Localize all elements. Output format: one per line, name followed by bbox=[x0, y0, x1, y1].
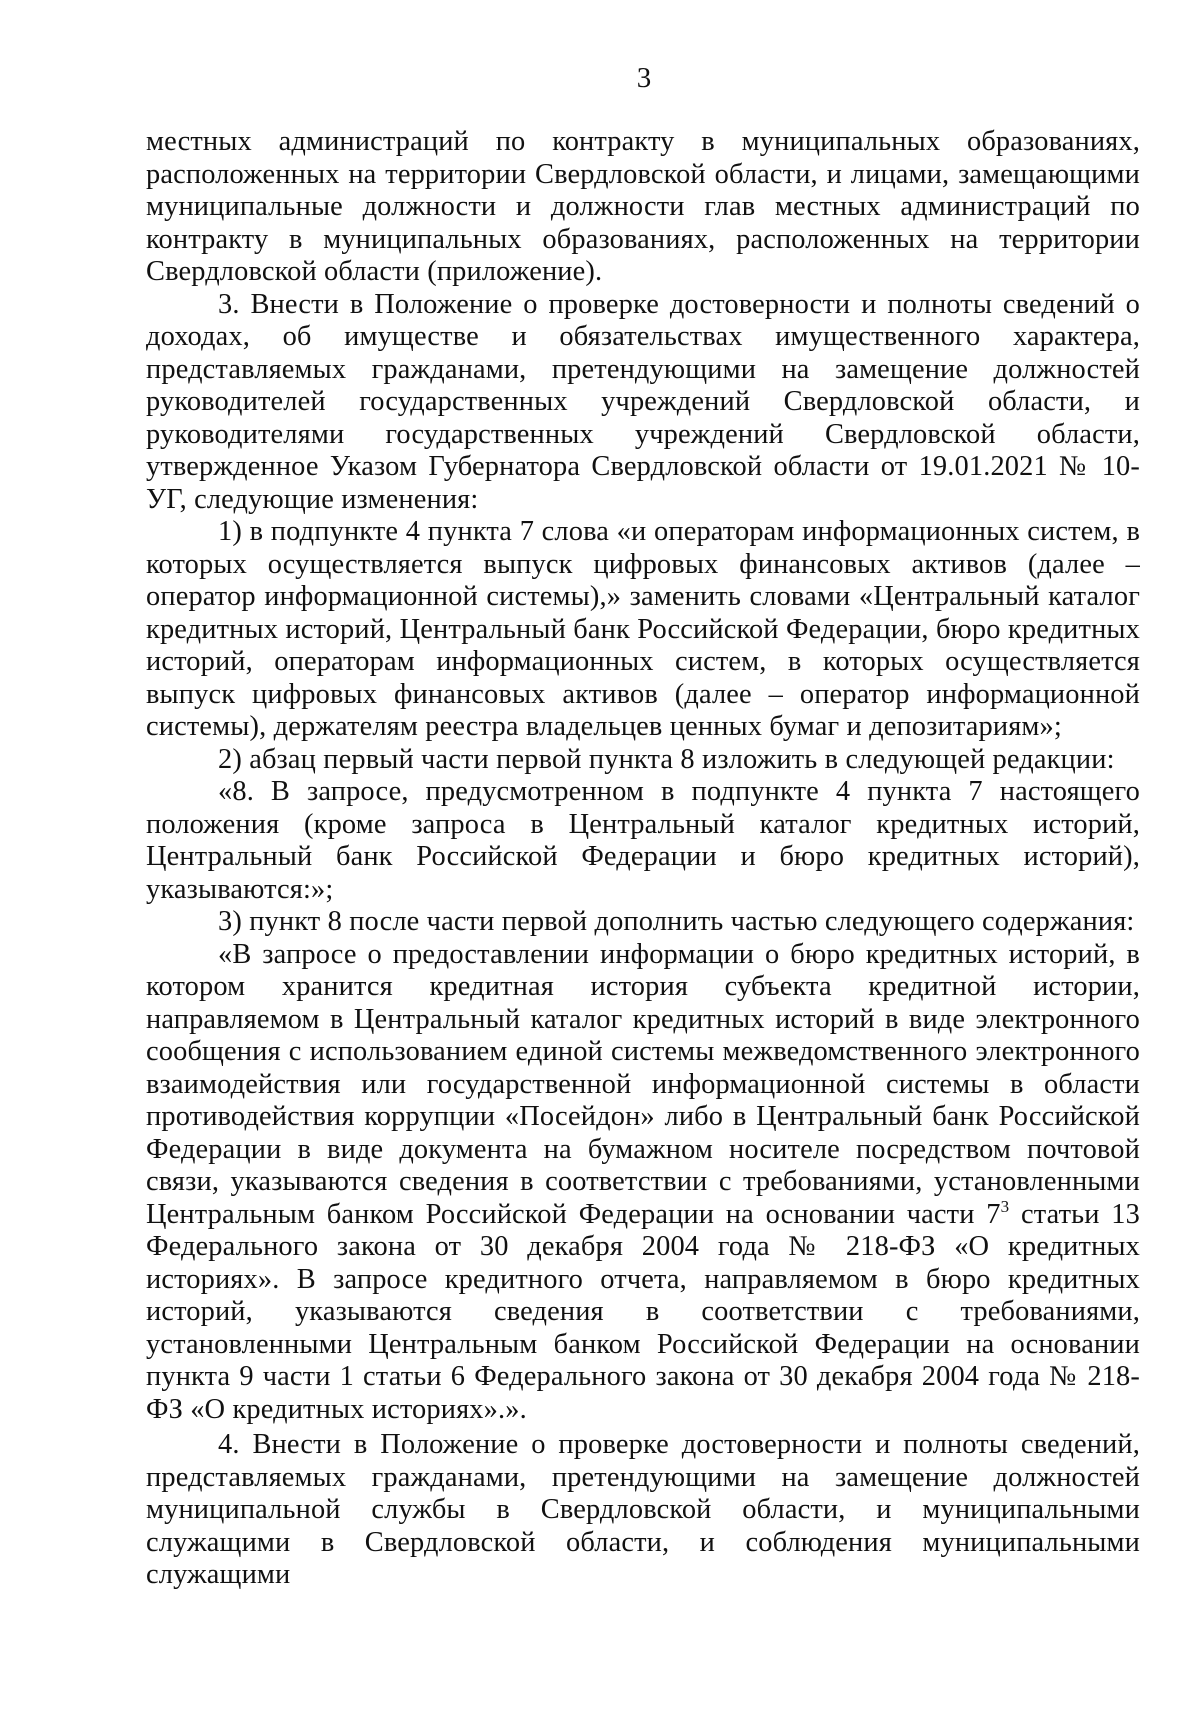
paragraph-subitem-3: 3) пункт 8 после части первой дополнить частью следующего содержания: bbox=[218, 906, 1135, 937]
paragraph-quote-8: «8. В запросе, предусмотренном в подпункте 4 пункта 7 настоящего положения (кроме запроса в Центральный каталог кредитных историй, Центральный банк Российской Федерации и бюро кредитных историй), указываются:»; bbox=[146, 776, 1140, 905]
paragraph-item-4: 4. Внести в Положение о проверке достоверности и полноты сведений, представляемых гражданами, претендующими на замещение должностей муниципальной службы в Свердловской области, и муниципальными служащими в Свердловской области, и соблюдения муниципальными служащими bbox=[146, 1429, 1140, 1590]
paragraph-continuation: местных администраций по контракту в муниципальных образованиях, расположенных на территории Свердловской области, и лицами, замещающими муниципальные должности и должности глав местных администраций по контракту в муниципальных образованиях, расположенных на территории Свердловской области (приложение). bbox=[146, 126, 1140, 287]
quote-request-text-end: статьи 13 Федерального закона от 30 декабря 2004 года № 218-ФЗ «О кредитных историях». В запросе кредитного отчета, направляемом в бюро кредитных историй, указываются сведения в соответствии с требованиями, установленными Центральным банком Российской Федерации на основании пункта 9 части 1 статьи 6 Федерального закона от 30 декабря 2004 года № 218-ФЗ «О кредитных историях».». bbox=[146, 1198, 1141, 1425]
part-superscript: 3 bbox=[1000, 1196, 1010, 1216]
paragraph-item-3: 3. Внести в Положение о проверке достоверности и полноты сведений о доходах, об имуществе и обязательствах имущественного характера, представляемых гражданами, претендующими на замещение должностей руководителей государственных учреждений Свердловской области, и руководителями государственных учреждений Свердловской области, утвержденное Указом Губернатора Свердловской области от 19.01.2021 № 10-УГ, следующие изменения: bbox=[146, 288, 1140, 515]
document-body bbox=[146, 126, 1140, 1592]
paragraph-subitem-2: 2) абзац первый части первой пункта 8 изложить в следующей редакции: bbox=[218, 743, 1115, 775]
paragraph-subitem-1: 1) в подпункте 4 пункта 7 слова «и операторам информационных систем, в которых осуществляется выпуск цифровых финансовых активов (далее – оператор информационной системы),» заменить словами «Центральный каталог кредитных историй, Центральный банк Российской Федерации, бюро кредитных историй, операторам информационных систем, в которых осуществляется выпуск цифровых финансовых активов (далее – оператор информационной системы), держателям реестра владельцев ценных бумаг и депозитариям»; bbox=[146, 516, 1140, 742]
quote-request-text-start: «В запросе о предоставлении информации о бюро кредитных историй, в котором хранится кредитная история субъекта кредитной истории, направляемом в Центральный каталог кредитных историй в виде электронного сообщения с использованием единой системы межведомственного электронного взаимодействия или государственной информационной системы в области противодействия коррупции «Посейдон» либо в Центральный банк Российской Федерации в виде документа на бумажном носителе посредством почтовой связи, указываются сведения в соответствии с требованиями, установленными Центральным банком Российской Федерации на основании части 7 bbox=[146, 938, 1140, 1230]
page-number: 3 bbox=[636, 62, 652, 94]
paragraph-quote-request bbox=[146, 939, 1140, 1427]
